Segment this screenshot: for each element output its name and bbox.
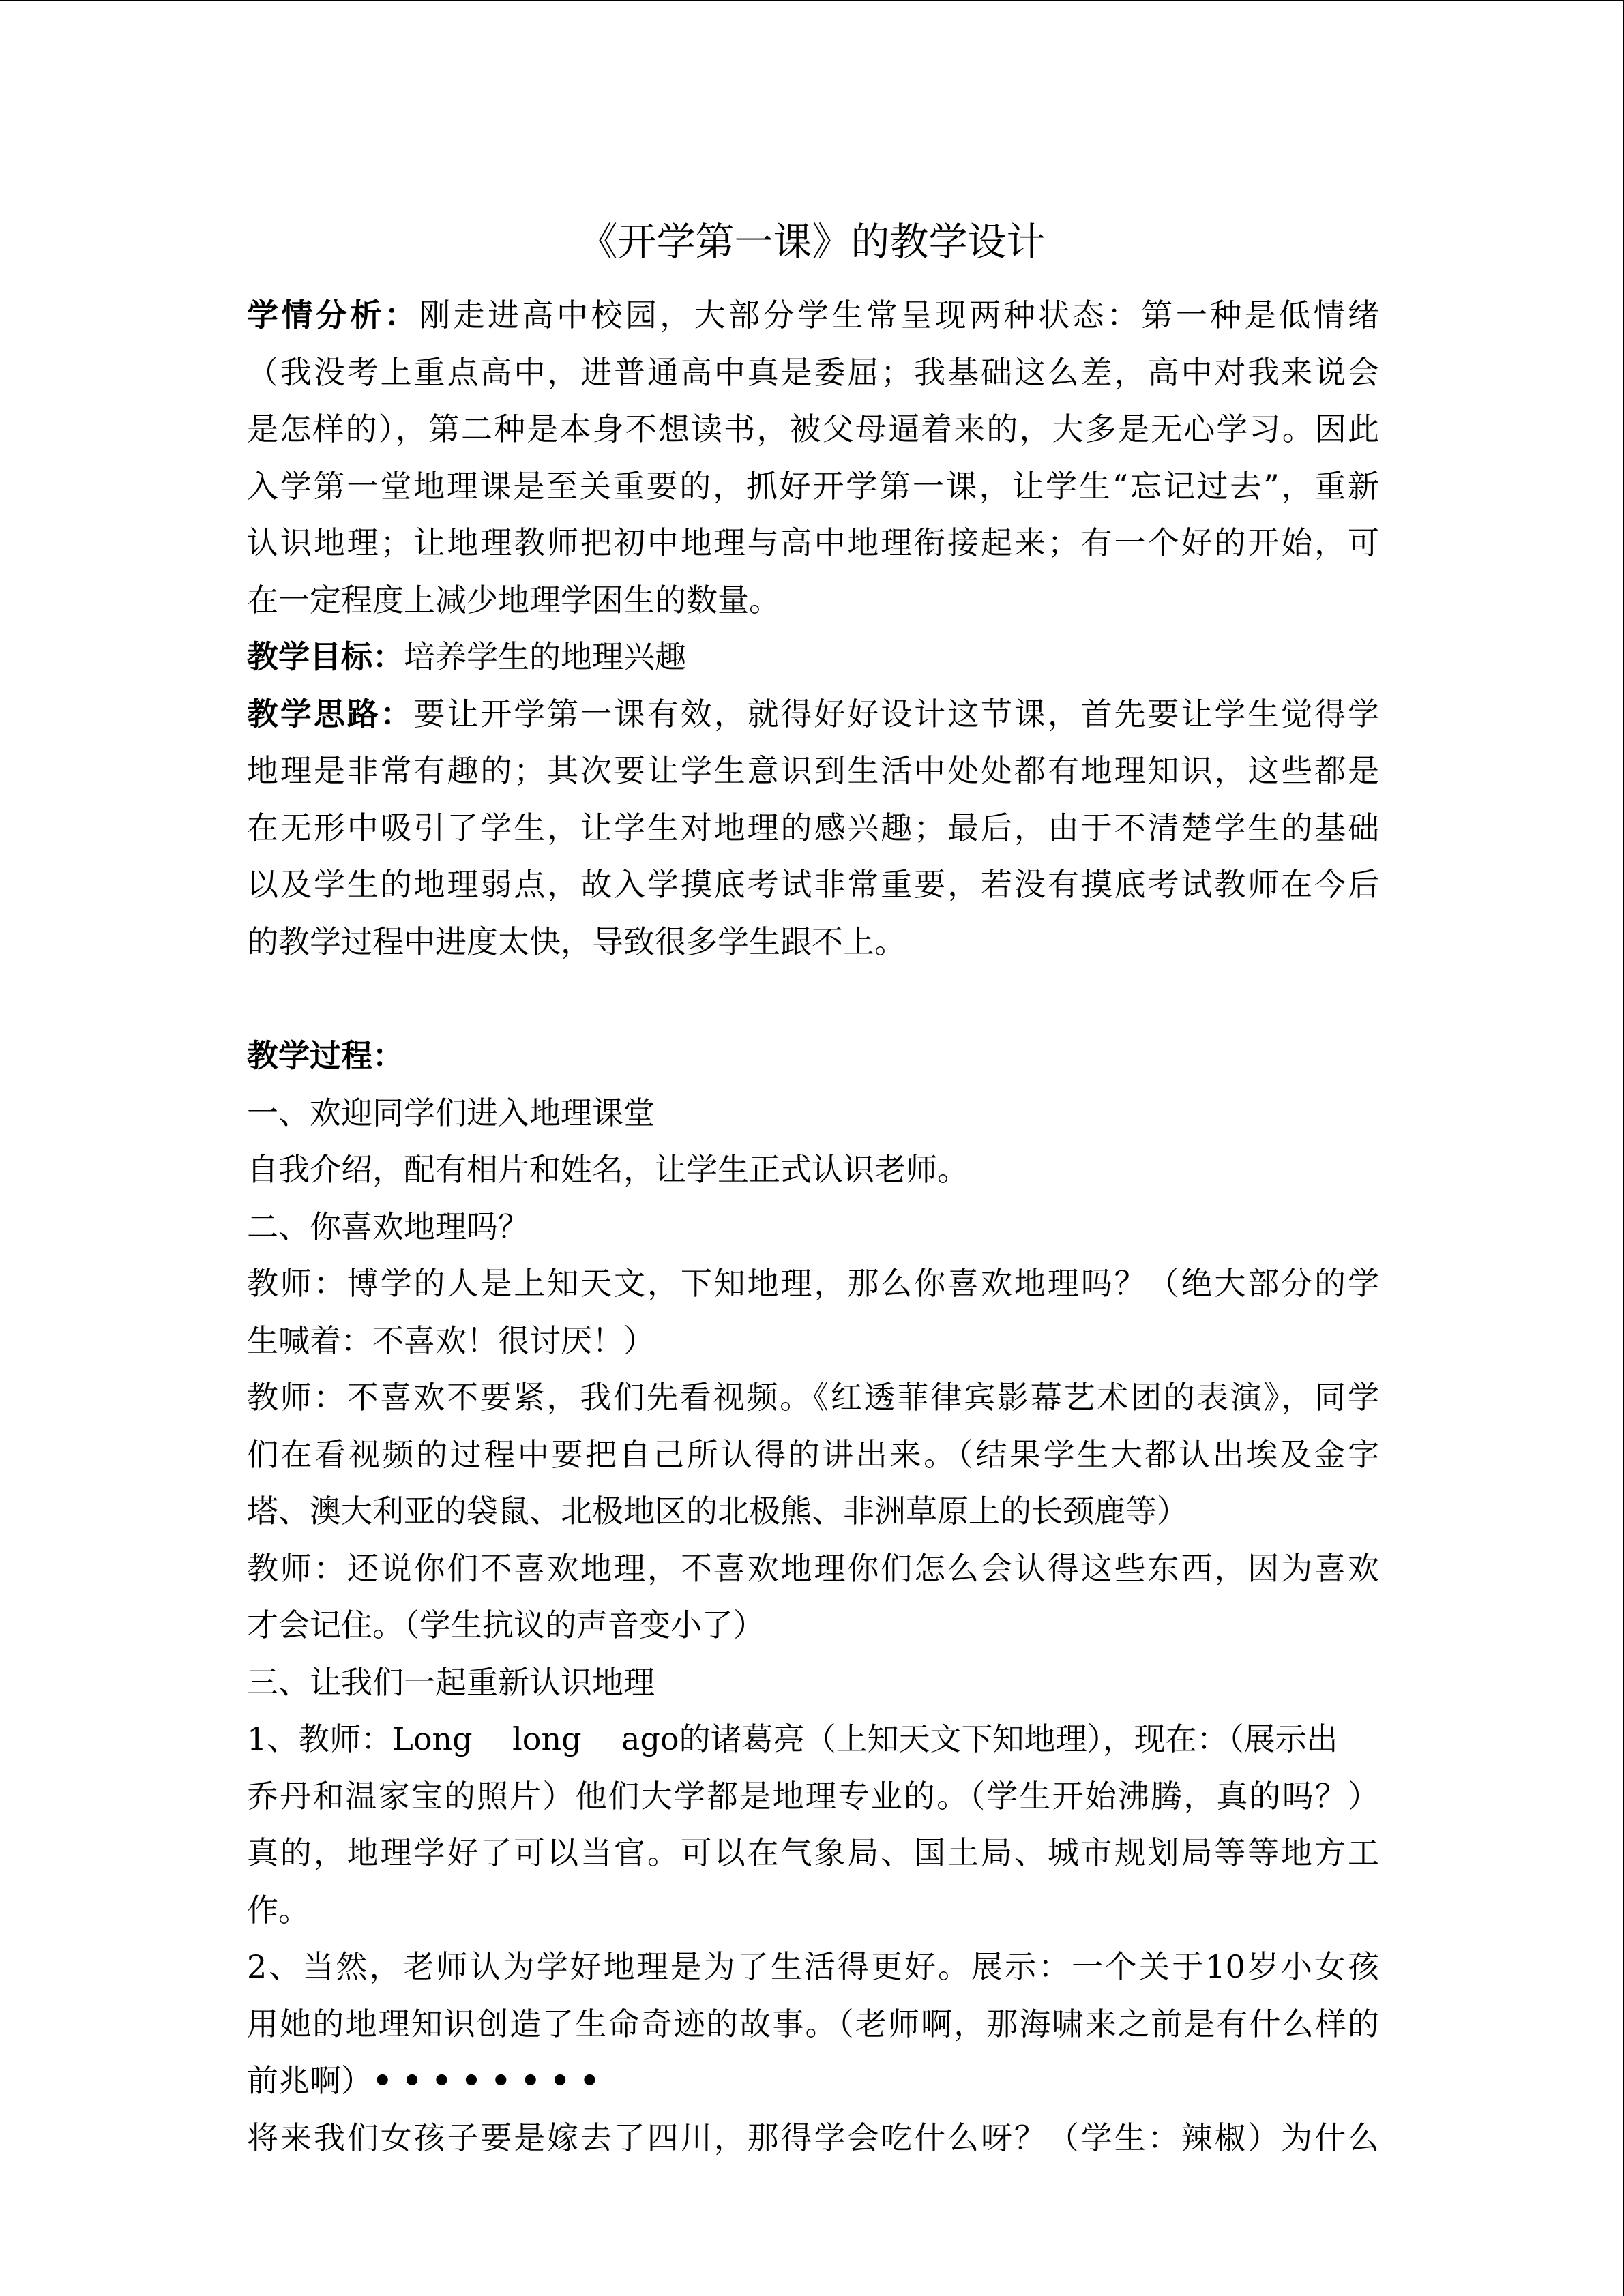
line-text: 真的，地理学好了可以当官。可以在气象局、国土局、城市规划局等等地方工 xyxy=(247,1834,1379,1871)
document-body xyxy=(247,287,1379,2166)
paragraph-line xyxy=(247,856,1379,914)
paragraph-line xyxy=(247,1654,1379,1712)
document-title: 《开学第一课》的教学设计 xyxy=(578,220,1046,265)
paragraph-line xyxy=(247,1028,1379,1085)
paragraph-line xyxy=(247,1085,1379,1142)
paragraph-line xyxy=(247,1882,1379,1939)
paragraph-line xyxy=(247,458,1379,516)
line-text: 自我介绍，配有相片和姓名，让学生正式认识老师。 xyxy=(247,1151,969,1188)
paragraph-line xyxy=(247,1427,1379,1484)
paragraph-line xyxy=(247,515,1379,572)
line-text: 将来我们女孩子要是嫁去了四川，那得学会吃什么呀？（学生：辣椒）为什么 xyxy=(247,2119,1379,2156)
paragraph-line xyxy=(247,1483,1379,1540)
line-text: 生喊着：不喜欢！很讨厌！） xyxy=(247,1322,655,1359)
paragraph-line xyxy=(247,1313,1379,1370)
line-text: 在一定程度上减少地理学困生的数量。 xyxy=(247,581,780,618)
section-label: 教学思路： xyxy=(247,695,414,732)
line-text: 作。 xyxy=(247,1891,310,1928)
paragraph-line xyxy=(247,2110,1379,2167)
paragraph-line xyxy=(247,1142,1379,1199)
line-text: 在无形中吸引了学生，让学生对地理的感兴趣；最后，由于不清楚学生的基础 xyxy=(247,809,1379,846)
line-text: 1、教师：Long long ago的诸葛亮（上知天文下知地理），现在：（展示出 xyxy=(247,1720,1338,1757)
line-text: 二、你喜欢地理吗？ xyxy=(247,1208,529,1245)
paragraph-line xyxy=(247,800,1379,857)
paragraph-line xyxy=(247,1255,1379,1313)
paragraph-line xyxy=(247,686,1379,743)
line-text: 教师：博学的人是上知天文，下知地理，那么你喜欢地理吗？（绝大部分的学 xyxy=(247,1265,1379,1302)
paragraph-line xyxy=(247,1939,1379,1996)
paragraph-line xyxy=(247,629,1379,686)
line-text: 的教学过程中进度太快，导致很多学生跟不上。 xyxy=(247,923,906,960)
paragraph-line xyxy=(247,1825,1379,1882)
line-text: 一、欢迎同学们进入地理课堂 xyxy=(247,1094,655,1131)
section-label: 教学目标： xyxy=(247,638,404,675)
line-text: 三、让我们一起重新认识地理 xyxy=(247,1663,655,1701)
line-text: 才会记住。（学生抗议的声音变小了） xyxy=(247,1607,765,1643)
line-text: 教师：不喜欢不要紧，我们先看视频。《红透菲律宾影幕艺术团的表演》，同学 xyxy=(247,1379,1379,1416)
line-text: 培养学生的地理兴趣 xyxy=(404,638,686,675)
line-text: 地理是非常有趣的；其次要让学生意识到生活中处处都有地理知识，这些都是 xyxy=(247,752,1379,789)
line-text: 乔丹和温家宝的照片）他们大学都是地理专业的。（学生开始沸腾，真的吗？） xyxy=(247,1777,1379,1815)
line-text: 要让开学第一课有效，就得好好设计这节课，首先要让学生觉得学 xyxy=(413,695,1379,732)
blank-line xyxy=(247,970,1379,1028)
paragraph-line xyxy=(247,287,1379,344)
paragraph-line xyxy=(247,1540,1379,1598)
line-text: 2、当然，老师认为学好地理是为了生活得更好。展示：一个关于10岁小女孩 xyxy=(247,1948,1379,1985)
paragraph-line xyxy=(247,1768,1379,1825)
paragraph-line xyxy=(247,1996,1379,2053)
ellipsis-dots: •••••••• xyxy=(372,2062,610,2099)
line-text: 刚走进高中校园，大部分学生常呈现两种状态：第一种是低情绪 xyxy=(419,297,1379,333)
paragraph-line xyxy=(247,2053,1379,2110)
line-text: 前兆啊） xyxy=(247,2062,372,2099)
section-label: 教学过程： xyxy=(247,1037,404,1074)
line-text: 塔、澳大利亚的袋鼠、北极地区的北极熊、非洲草原上的长颈鹿等） xyxy=(247,1493,1188,1530)
paragraph-line xyxy=(247,914,1379,971)
line-text: 以及学生的地理弱点，故入学摸底考试非常重要，若没有摸底考试教师在今后 xyxy=(247,866,1379,903)
paragraph-line xyxy=(247,1369,1379,1427)
paragraph-line xyxy=(247,743,1379,800)
paragraph-line xyxy=(247,1199,1379,1256)
section-label: 学情分析： xyxy=(247,297,419,333)
line-text: 教师：还说你们不喜欢地理，不喜欢地理你们怎么会认得这些东西，因为喜欢 xyxy=(247,1549,1379,1587)
line-text: 用她的地理知识创造了生命奇迹的故事。（老师啊，那海啸来之前是有什么样的 xyxy=(247,2005,1379,2042)
line-text: （我没考上重点高中，进普通高中真是委屈；我基础这么差，高中对我来说会 xyxy=(247,353,1379,391)
paragraph-line xyxy=(247,1597,1379,1654)
paragraph-line xyxy=(247,572,1379,629)
line-text: 认识地理；让地理教师把初中地理与高中地理衔接起来；有一个好的开始，可 xyxy=(247,524,1379,561)
paragraph-line xyxy=(247,401,1379,458)
line-text: 是怎样的），第二种是本身不想读书，被父母逼着来的，大多是无心学习。因此 xyxy=(247,411,1379,447)
paragraph-line xyxy=(247,344,1379,402)
line-text: 入学第一堂地理课是至关重要的，抓好开学第一课，让学生“忘记过去”，重新 xyxy=(247,467,1379,505)
line-text: 们在看视频的过程中要把自己所认得的讲出来。（结果学生大都认出埃及金字 xyxy=(247,1435,1379,1473)
paragraph-line xyxy=(247,1711,1379,1768)
